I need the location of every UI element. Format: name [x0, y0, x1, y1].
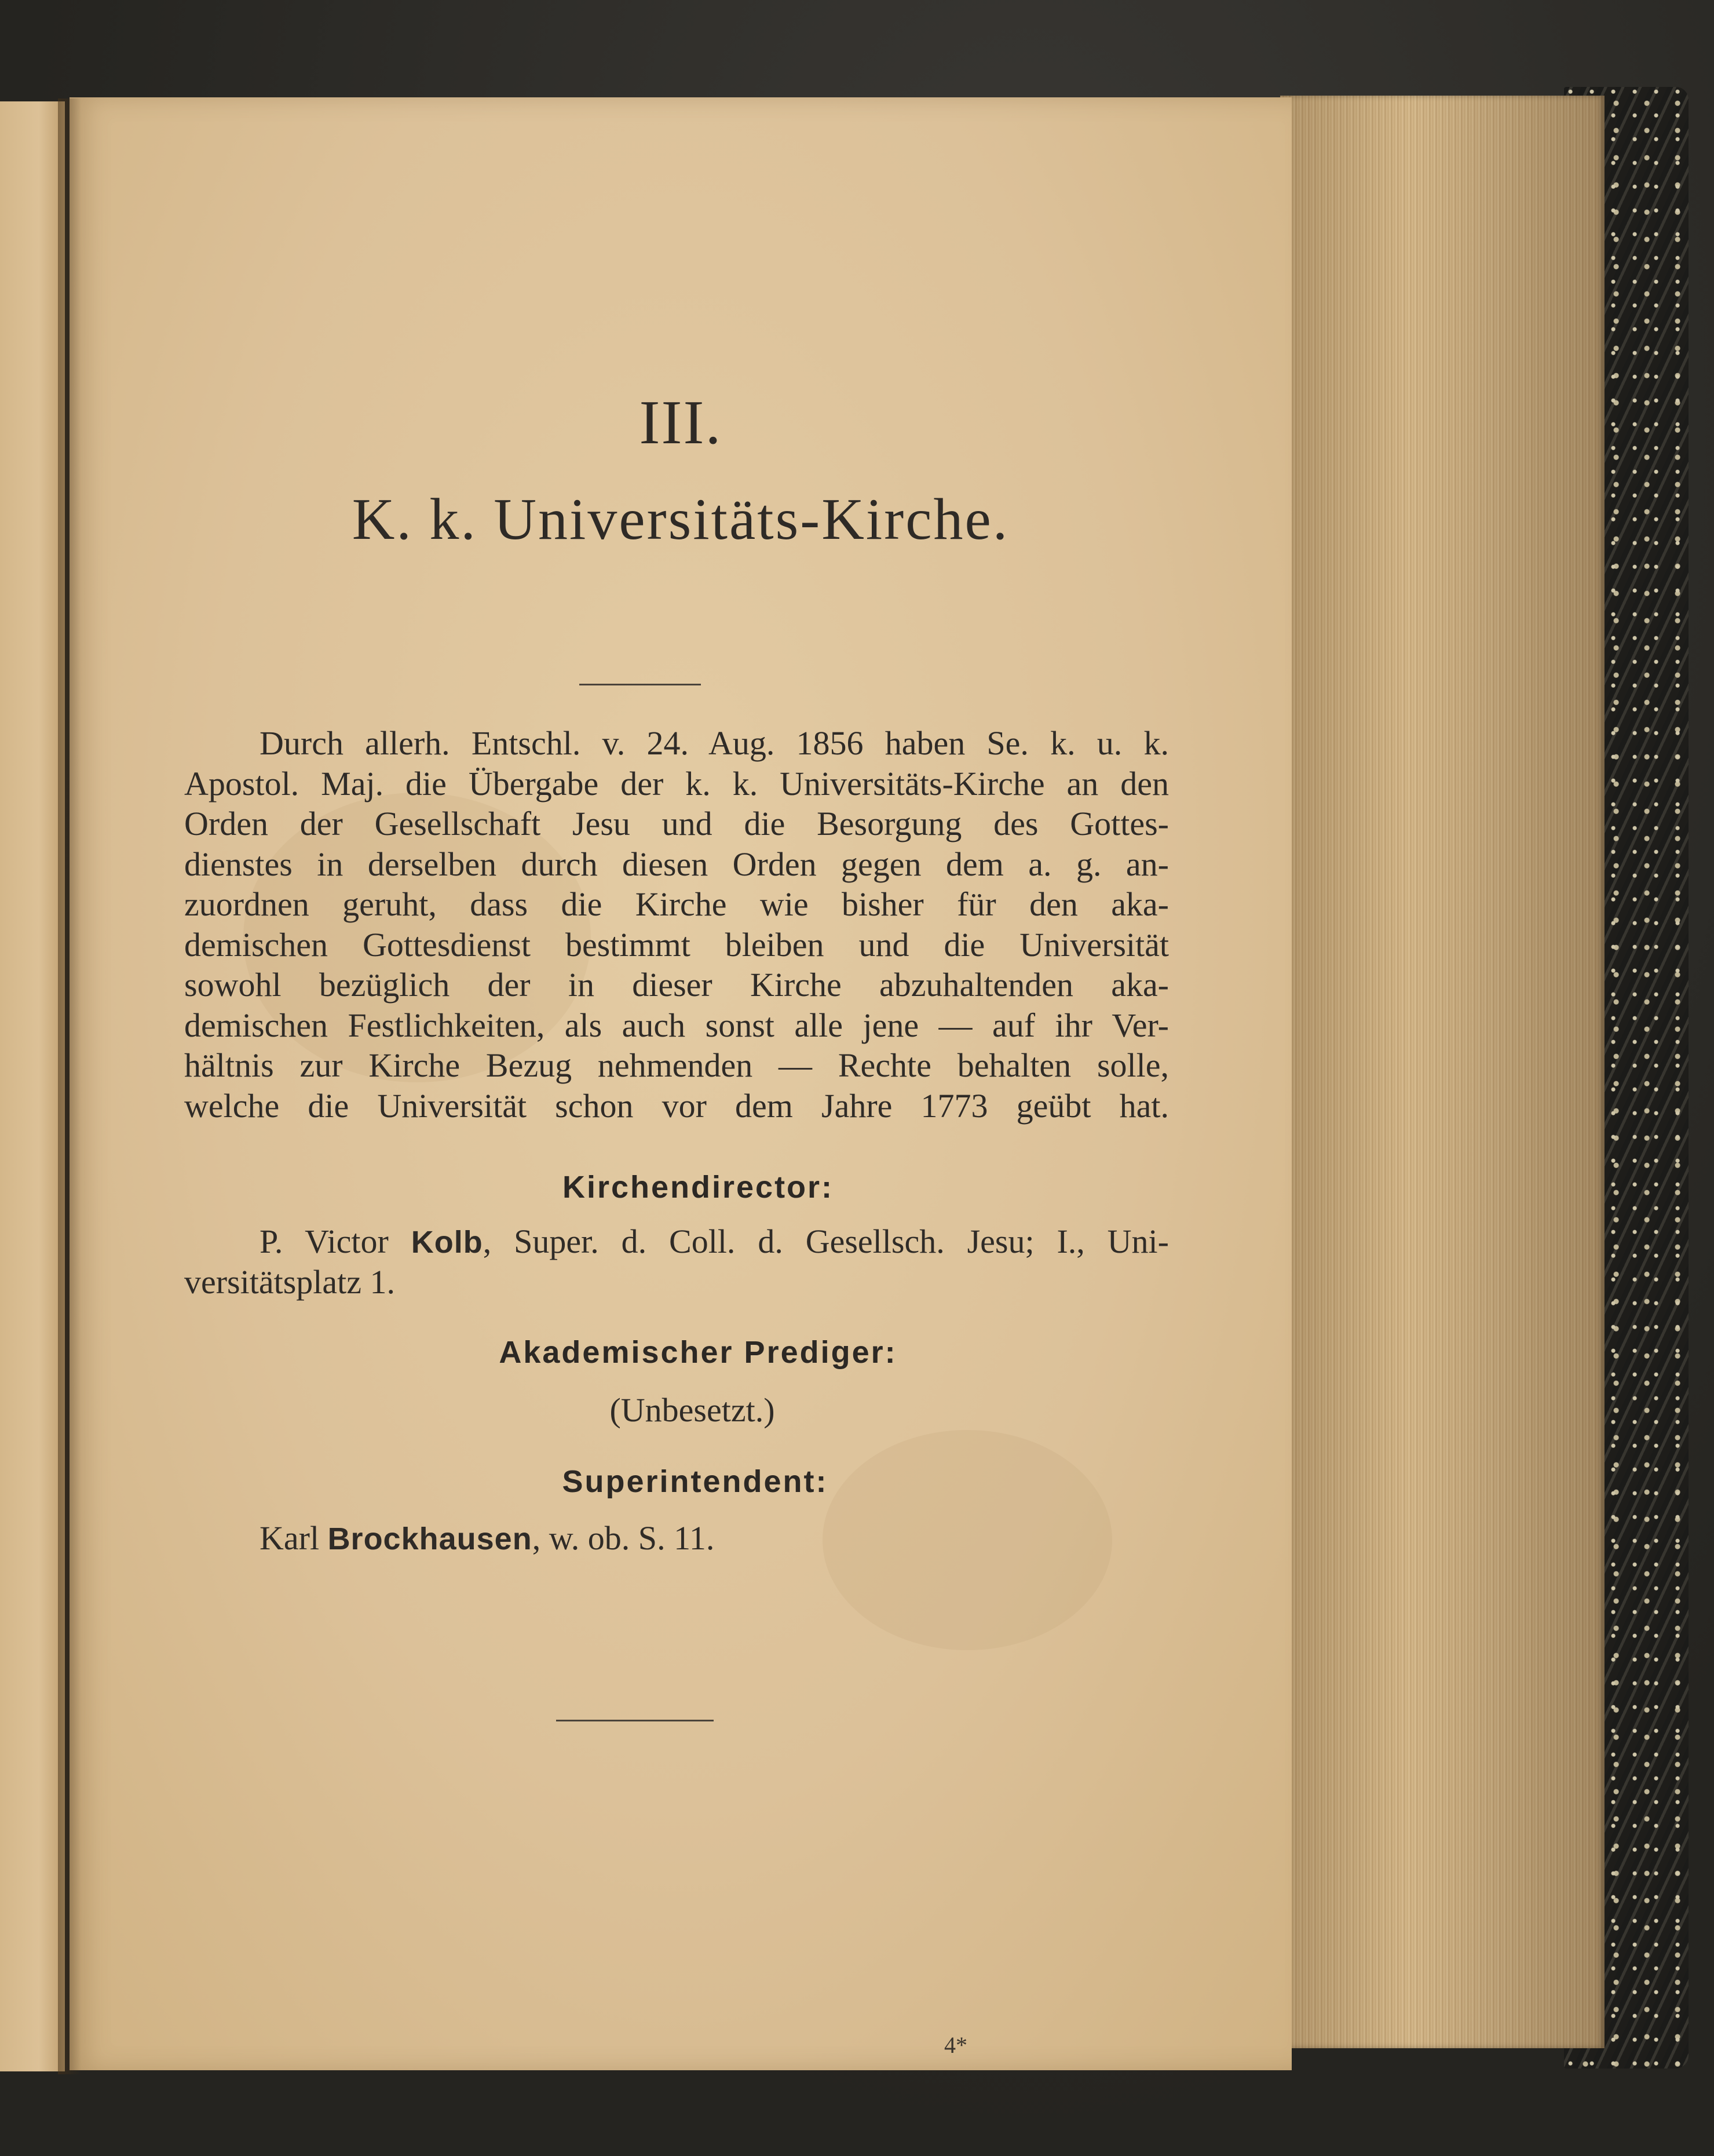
prediger-heading: Akademischer Prediger: — [499, 1335, 897, 1370]
entry-details: , w. ob. S. 11. — [532, 1519, 715, 1557]
title-divider — [579, 684, 701, 685]
prediger-entry: (Unbesetzt.) — [609, 1391, 775, 1429]
person-name: Kolb — [411, 1225, 483, 1260]
kirchendirector-entry — [184, 1221, 1169, 1302]
end-divider — [556, 1720, 714, 1721]
gutter-shadow — [58, 99, 81, 2074]
paragraph-line: welche die Universität schon vor dem Jahre 1773 geübt hat. — [184, 1086, 1169, 1125]
entry-line: versitätsplatz 1. — [184, 1263, 396, 1301]
paragraph-line: demischen Festlichkeiten, als auch sonst alle jene — auf ihr Ver- — [184, 1006, 1169, 1044]
paragraph-line: zuordnen geruht, dass die Kirche wie bisher für den aka- — [184, 885, 1169, 923]
paragraph-line: Apostol. Maj. die Übergabe der k. k. Universitäts-Kirche an den — [184, 764, 1169, 802]
person-name: Brockhausen — [327, 1522, 532, 1556]
entry-line — [184, 1221, 1169, 1262]
left-page-edge — [0, 101, 65, 2071]
kirchendirector-heading: Kirchendirector: — [562, 1170, 834, 1205]
entry-details: , Super. d. Coll. d. Gesellsch. Jesu; I., Uni- — [483, 1223, 1169, 1260]
entry-line — [184, 1518, 1169, 1559]
paragraph-line: Orden der Gesellschaft Jesu und die Besorgung des Gottes- — [184, 805, 1169, 842]
paragraph-line: sowohl bezüglich der in dieser Kirche abzuhaltenden aka- — [184, 966, 1169, 1004]
paragraph-line: Durch allerh. Entschl. v. 24. Aug. 1856 haben Se. k. u. k. — [260, 724, 1169, 762]
page-stack-edges — [1280, 96, 1605, 2048]
superintendent-entry — [184, 1518, 1169, 1559]
entry-prefix: P. Victor — [260, 1223, 411, 1260]
book-page — [70, 97, 1292, 2070]
paragraph-line: demischen Gottesdienst bestimmt bleiben und die Universität — [184, 925, 1169, 964]
page-number: 4* — [944, 2032, 967, 2058]
chapter-number: III. — [639, 388, 722, 457]
superintendent-heading: Superintendent: — [562, 1464, 828, 1499]
paragraph-line: dienstes in derselben durch diesen Orden gegen dem a. g. an- — [184, 845, 1169, 883]
paragraph-line: hältnis zur Kirche Bezug nehmenden — Rechte behalten solle, — [184, 1046, 1169, 1084]
page-title: K. k. Universitäts-Kirche. — [352, 487, 1010, 552]
entry-prefix: Karl — [260, 1519, 328, 1557]
intro-paragraph — [184, 723, 1169, 1126]
